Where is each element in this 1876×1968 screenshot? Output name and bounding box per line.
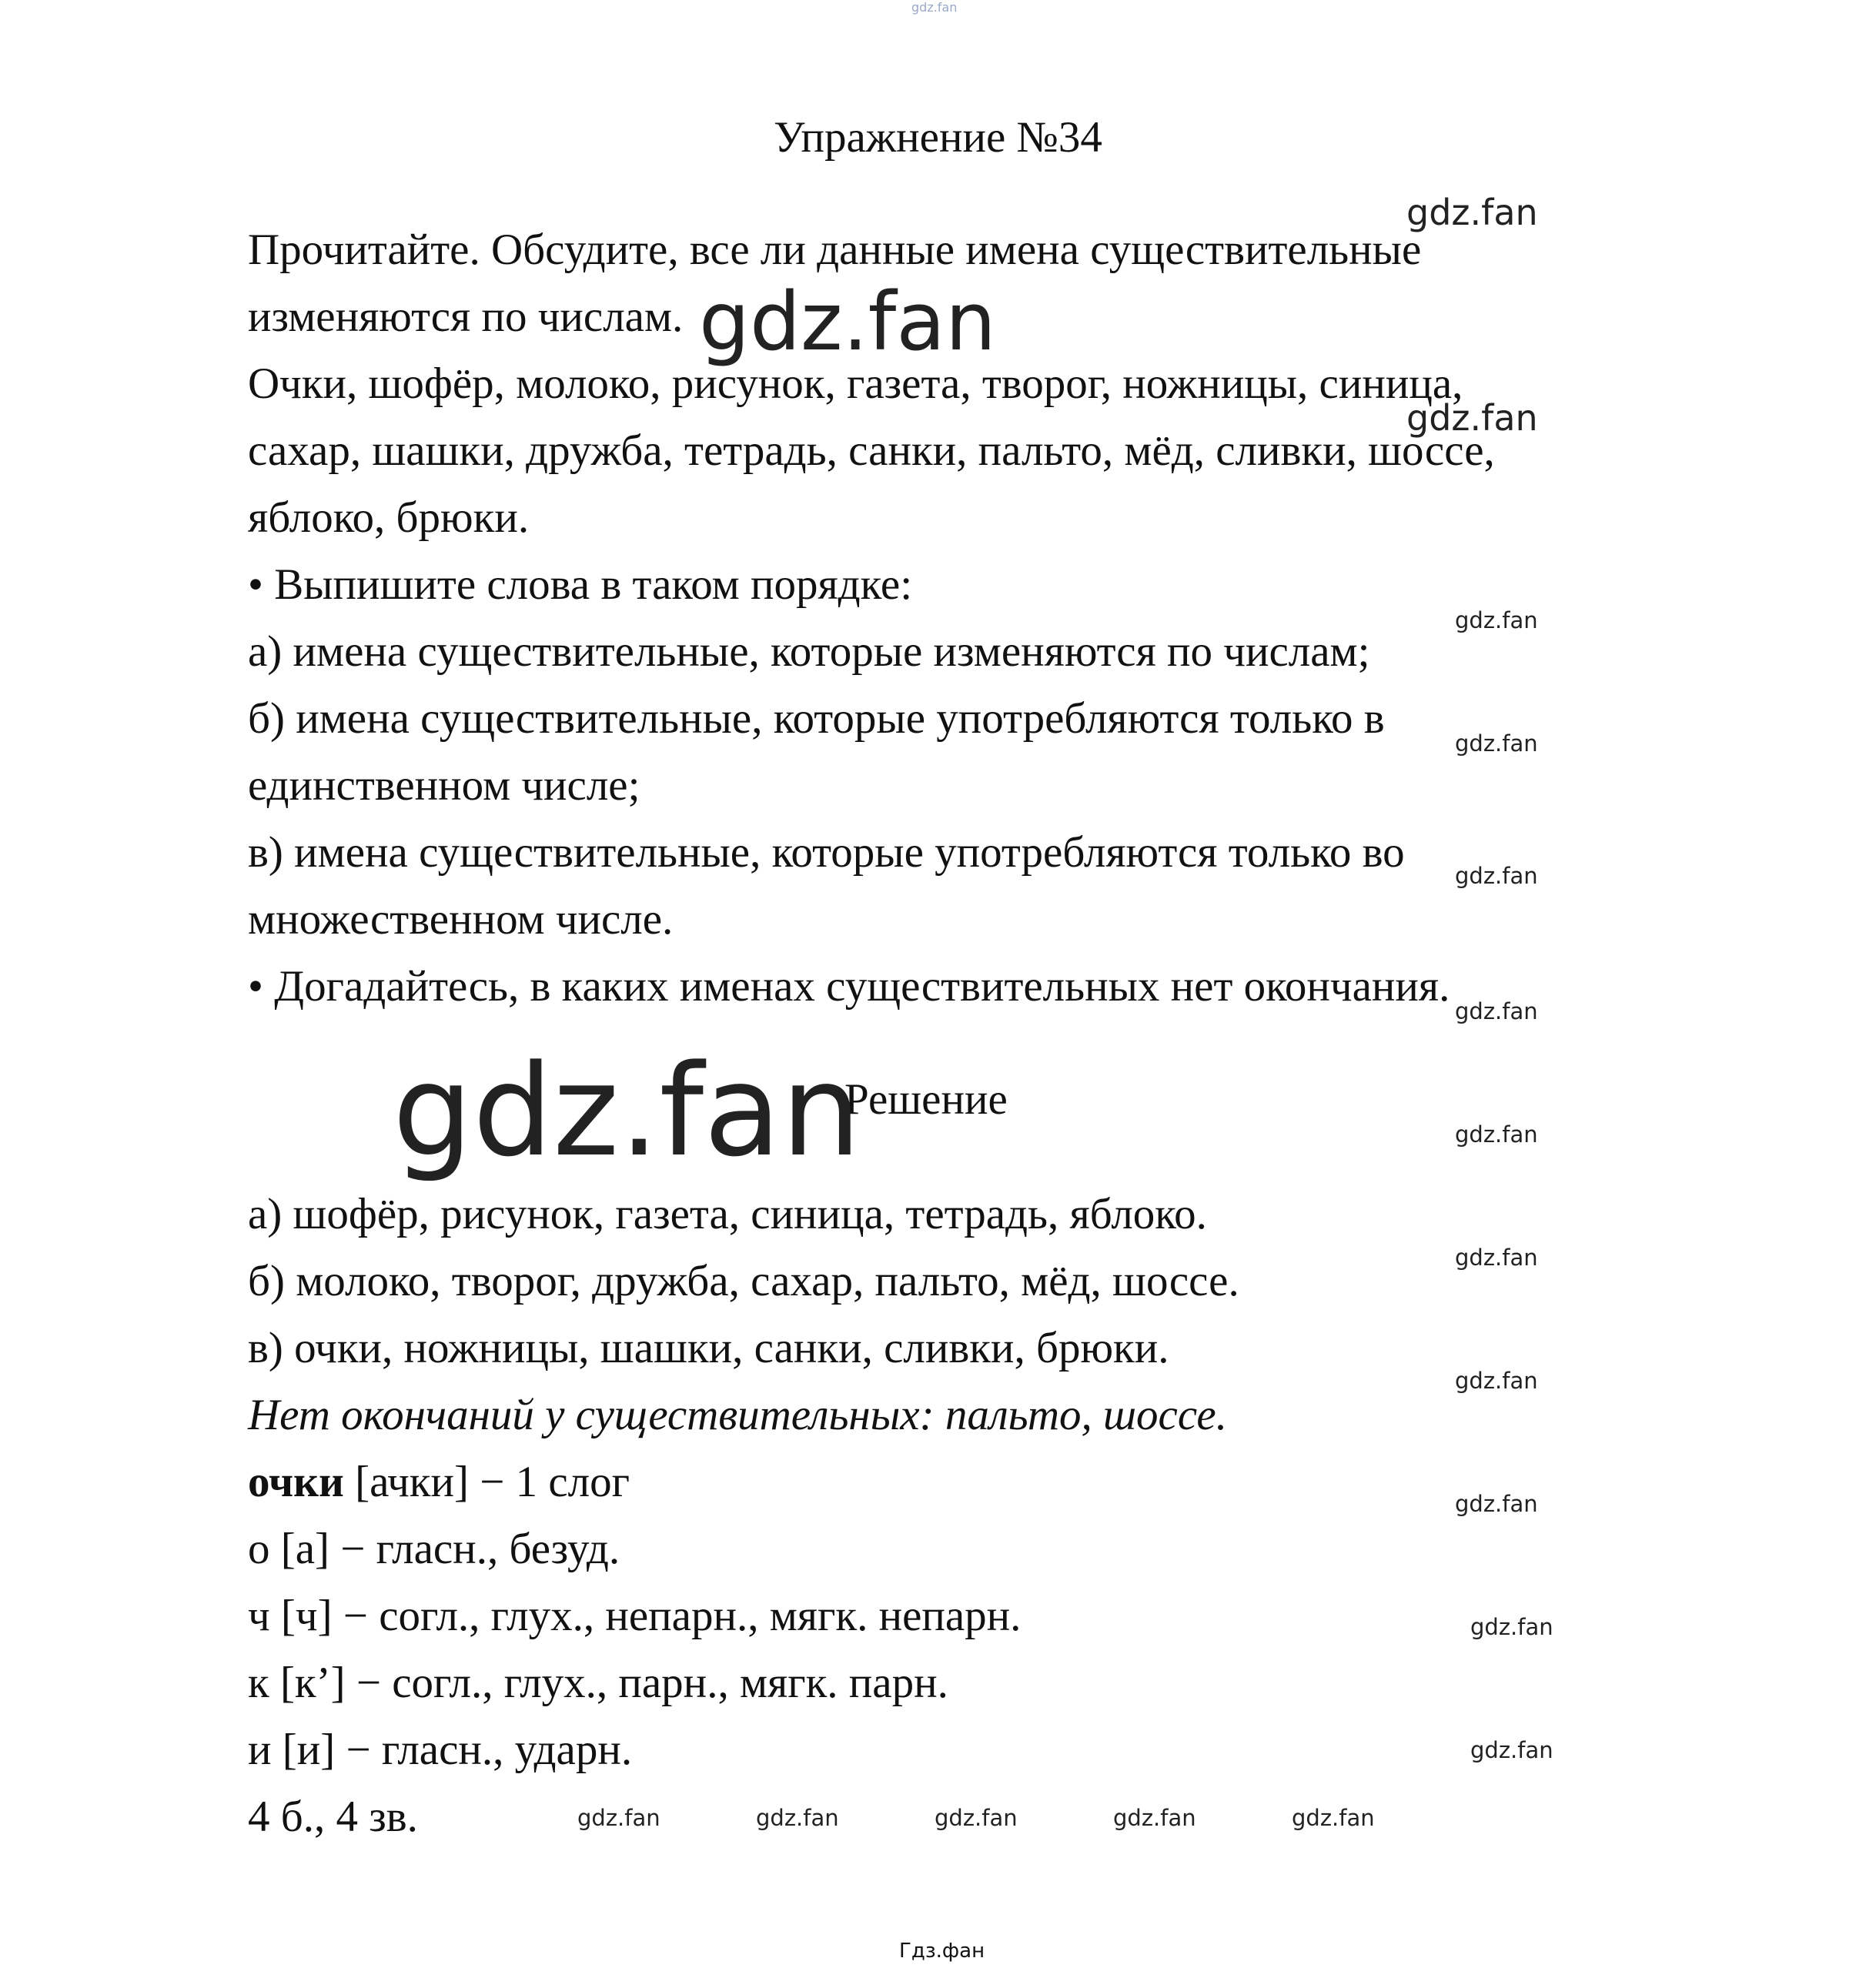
phonetic-line-1: о [а] − гласн., безуд. [248, 1525, 620, 1573]
phonetic-header [248, 1460, 630, 1504]
watermark-4: gdz.fan [1455, 607, 1538, 633]
solution-a: а) шофёр, рисунок, газета, синица, тетрадь, яблоко. [248, 1190, 1207, 1238]
solution-c: в) очки, ножницы, шашки, санки, сливки, брюки. [248, 1324, 1169, 1372]
footer-text: Гдз.фан [899, 1940, 985, 1963]
phonetic-summary: 4 б., 4 зв. [248, 1793, 418, 1841]
watermark-16: gdz.fan [756, 1805, 839, 1831]
watermark-12: gdz.fan [1455, 1491, 1538, 1517]
task-words-line-3: яблоко, брюки. [248, 493, 530, 542]
watermark-6: gdz.fan [1455, 863, 1538, 889]
phonetic-word: очки [248, 1458, 344, 1506]
task-intro-line-1: Прочитайте. Обсудите, все ли данные имена существительные [248, 226, 1422, 274]
task-item-c-line-2: множественном числе. [248, 895, 674, 944]
phonetic-line-3: к [к’] − согл., глух., парн., мягк. парн. [248, 1659, 948, 1707]
watermark-5: gdz.fan [1455, 730, 1538, 757]
phonetic-line-4: и [и] − гласн., ударн. [248, 1726, 633, 1774]
watermark-14: gdz.fan [1470, 1737, 1553, 1763]
watermark-17: gdz.fan [935, 1805, 1018, 1831]
watermark-1: gdz.fan [1406, 192, 1538, 233]
task-intro-line-2: изменяются по числам. [248, 292, 684, 341]
task-words-line-2: сахар, шашки, дружба, тетрадь, санки, пальто, мёд, сливки, шоссе, [248, 426, 1495, 475]
watermark-15: gdz.fan [577, 1805, 660, 1831]
watermark-9: gdz.fan [1455, 1121, 1538, 1148]
watermark-11: gdz.fan [1455, 1368, 1538, 1394]
phonetic-line-2: ч [ч] − согл., глух., непарн., мягк. непарн. [248, 1592, 1022, 1640]
task-instruction: • Выпишите слова в таком порядке: [248, 560, 913, 609]
watermark-13: gdz.fan [1470, 1614, 1553, 1640]
watermark-10: gdz.fan [1455, 1245, 1538, 1271]
watermark-7: gdz.fan [1455, 998, 1538, 1024]
task-item-a: а) имена существительные, которые изменяются по числам; [248, 627, 1370, 676]
solution-b: б) молоко, творог, дружба, сахар, пальто, мёд, шоссе. [248, 1257, 1239, 1305]
phonetic-transcription: [ачки] − 1 слог [343, 1458, 630, 1506]
task-guess: • Догадайтесь, в каких именах существительных нет окончания. [248, 962, 1450, 1011]
solution-heading: Решение [844, 1075, 1008, 1124]
watermark-8: gdz.fan [393, 1037, 861, 1184]
watermark-3: gdz.fan [1406, 397, 1538, 439]
page-title: Упражнение №34 [774, 113, 1102, 162]
watermark-top: gdz.fan [911, 0, 958, 15]
task-words-line-1: Очки, шофёр, молоко, рисунок, газета, творог, ножницы, синица, [248, 359, 1463, 408]
task-item-b-line-2: единственном числе; [248, 761, 640, 810]
task-item-b-line-1: б) имена существительные, которые употребляются только в [248, 694, 1385, 743]
watermark-2: gdz.fan [699, 275, 996, 369]
watermark-18: gdz.fan [1113, 1805, 1196, 1831]
solution-note: Нет окончаний у существительных: пальто, шоссе. [248, 1391, 1227, 1439]
task-item-c-line-1: в) имена существительные, которые употребляются только во [248, 828, 1405, 877]
watermark-19: gdz.fan [1292, 1805, 1375, 1831]
